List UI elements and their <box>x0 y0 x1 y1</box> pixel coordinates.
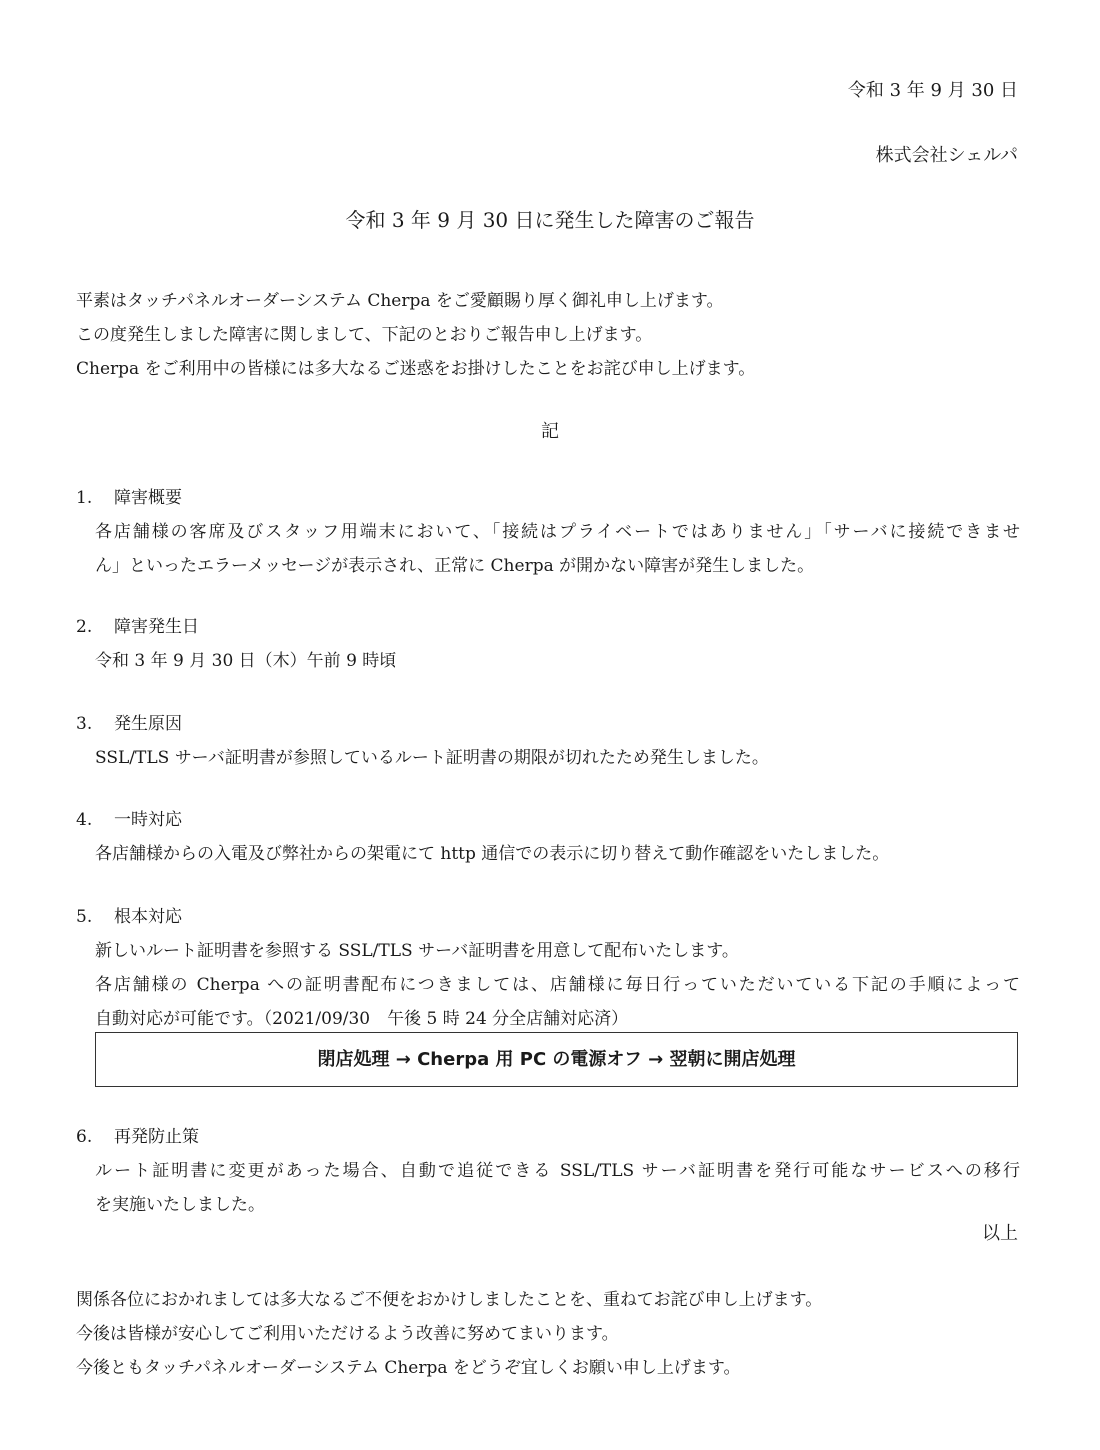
section-title: 障害発生日 <box>114 617 199 637</box>
section-number: 2. <box>76 617 93 637</box>
section-heading <box>76 1120 1020 1154</box>
section-line: ん」といったエラーメッセージが表示され、正常に Cherpa が開かない障害が発生しました。 <box>95 556 815 576</box>
section-root-cause <box>76 707 1020 775</box>
section-number: 4. <box>76 810 93 830</box>
document-date: 令和 3 年 9 月 30 日 <box>847 80 1018 101</box>
section-line: を実施いたしました。 <box>95 1195 265 1215</box>
intro-paragraph <box>76 284 1026 386</box>
section-title: 一時対応 <box>114 810 182 830</box>
section-body <box>76 934 1020 1036</box>
section-heading <box>76 707 1020 741</box>
closing-line: 今後は皆様が安心してご利用いただけるよう改善に努めてまいります。 <box>76 1324 619 1344</box>
procedure-box: 閉店処理 → Cherpa 用 PC の電源オフ → 翌朝に開店処理 <box>95 1032 1018 1087</box>
company-name: 株式会社シェルパ <box>875 145 1018 166</box>
section-heading <box>76 481 1020 515</box>
intro-line: 平素はタッチパネルオーダーシステム Cherpa をご愛顧賜り厚く御礼申し上げます。 <box>76 291 724 311</box>
intro-line: この度発生しました障害に関しまして、下記のとおりご報告申し上げます。 <box>76 325 653 345</box>
closing-mark: 以上 <box>982 1223 1018 1244</box>
document-title: 令和 3 年 9 月 30 日に発生した障害のご報告 <box>345 208 755 232</box>
closing-line: 関係各位におかれましては多大なるご不便をおかけしましたことを、重ねてお詫び申し上げます。 <box>76 1290 823 1310</box>
section-line: 各店舗様の客席及びスタッフ用端末において、「接続はプライベートではありません」「サーバに接続できませ <box>95 522 1020 542</box>
section-body <box>76 741 1020 775</box>
section-line: 新しいルート証明書を参照する SSL/TLS サーバ証明書を用意して配布いたします。 <box>95 941 739 961</box>
ki-mark: 記 <box>541 421 559 442</box>
intro-line: Cherpa をご利用中の皆様には多大なるご迷惑をお掛けしたことをお詫び申し上げます。 <box>76 359 756 379</box>
section-number: 5. <box>76 907 93 927</box>
section-line: 各店舗様からの入電及び弊社からの架電にて http 通信での表示に切り替えて動作確認をいたしました。 <box>95 844 890 864</box>
section-number: 1. <box>76 488 93 508</box>
section-body <box>76 837 1020 871</box>
section-body <box>76 644 1020 678</box>
section-incident-overview <box>76 481 1020 583</box>
section-title: 障害概要 <box>114 488 182 508</box>
section-number: 3. <box>76 714 93 734</box>
section-body <box>76 1154 1020 1222</box>
section-line: SSL/TLS サーバ証明書が参照しているルート証明書の期限が切れたため発生しました。 <box>95 748 769 768</box>
section-line: 自動対応が可能です。（2021/09/30 午後 5 時 24 分全店舗対応済） <box>95 1009 629 1029</box>
section-prevention <box>76 1120 1020 1222</box>
section-incident-date <box>76 610 1020 678</box>
section-permanent-fix <box>76 900 1020 1036</box>
closing-line: 今後ともタッチパネルオーダーシステム Cherpa をどうぞ宜しくお願い申し上げます。 <box>76 1358 741 1378</box>
closing-paragraph <box>76 1283 1026 1385</box>
section-title: 発生原因 <box>114 714 182 734</box>
section-number: 6. <box>76 1127 93 1147</box>
section-heading <box>76 610 1020 644</box>
section-title: 再発防止策 <box>114 1127 199 1147</box>
section-heading <box>76 900 1020 934</box>
section-line: ルート証明書に変更があった場合、自動で追従できる SSL/TLS サーバ証明書を発行可能なサービスへの移行 <box>95 1161 1020 1181</box>
section-line: 各店舗様の Cherpa への証明書配布につきましては、店舗様に毎日行っていただいている下記の手順によって <box>95 975 1020 995</box>
section-line: 令和 3 年 9 月 30 日（木）午前 9 時頃 <box>95 651 397 671</box>
section-heading <box>76 803 1020 837</box>
section-title: 根本対応 <box>114 907 182 927</box>
section-temporary-response <box>76 803 1020 871</box>
section-body <box>76 515 1020 583</box>
